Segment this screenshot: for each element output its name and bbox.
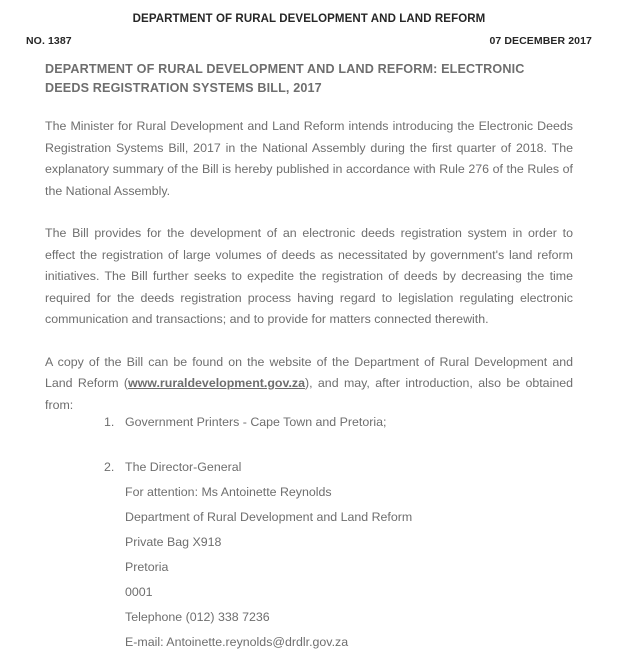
list-item-label: The Director-General: [125, 459, 242, 474]
address-line-department: Department of Rural Development and Land Reform: [125, 509, 413, 524]
list-item-number: 1.: [104, 415, 115, 429]
notice-date: 07 DECEMBER 2017: [489, 35, 592, 47]
address-line-telephone: Telephone (012) 338 7236: [125, 609, 270, 624]
paragraph-copy-availability: [45, 352, 573, 417]
department-website-link[interactable]: www.ruraldevelopment.gov.za: [128, 376, 305, 390]
document-body: [45, 60, 573, 416]
list-item: [104, 412, 604, 434]
obtain-from-list: [64, 412, 604, 653]
address-line-email: E-mail: Antoinette.reynolds@drdlr.gov.za: [125, 634, 349, 649]
list-item: [104, 457, 604, 654]
copy-text-after-link: ), and may, after introduction, also be obtained from:: [45, 376, 573, 412]
paragraph-intent: The Minister for Rural Development and Land Reform intends introducing the Electronic Deeds Registration Systems Bill, 2017 in the National Assembly during the first quarter of 2018. The explanatory summary of the Bill is hereby published in accordance with Rule 276 of the Rules of the National Assembly.: [45, 119, 573, 198]
notice-number: NO. 1387: [26, 35, 72, 47]
paragraph-bill-provisions: The Bill provides for the development of an electronic deeds registration system in order to effect the registration of large volumes of deeds as necessitated by government's land reform initiatives. The Bill further seeks to expedite the registration of deeds by decreasing the time required for the deeds registration process having regard to legislation regulating electronic communication and transactions; and to provide for matters connected therewith.: [45, 226, 573, 326]
notice-header-row: [26, 35, 592, 47]
address-line-postal-code: 0001: [125, 584, 153, 599]
copy-text-before-link: A copy of the Bill can be found on the website of the Department of Rural Development and Land Reform (: [45, 354, 573, 390]
address-line-attention: For attention: Ms Antoinette Reynolds: [125, 484, 332, 499]
list-item-body: [125, 457, 604, 654]
page-title: DEPARTMENT OF RURAL DEVELOPMENT AND LAND REFORM: ELECTRONIC DEEDS REGISTRATION SYSTEMS BILL, 2017: [45, 62, 525, 95]
address-line-city: Pretoria: [125, 559, 169, 574]
list-item-body: [125, 412, 604, 434]
address-line-private-bag: Private Bag X918: [125, 534, 222, 549]
list-item-number: 2.: [104, 459, 115, 474]
masthead-department-title: DEPARTMENT OF RURAL DEVELOPMENT AND LAND REFORM: [132, 13, 486, 25]
list-item-label: Government Printers - Cape Town and Pretoria;: [125, 415, 387, 429]
